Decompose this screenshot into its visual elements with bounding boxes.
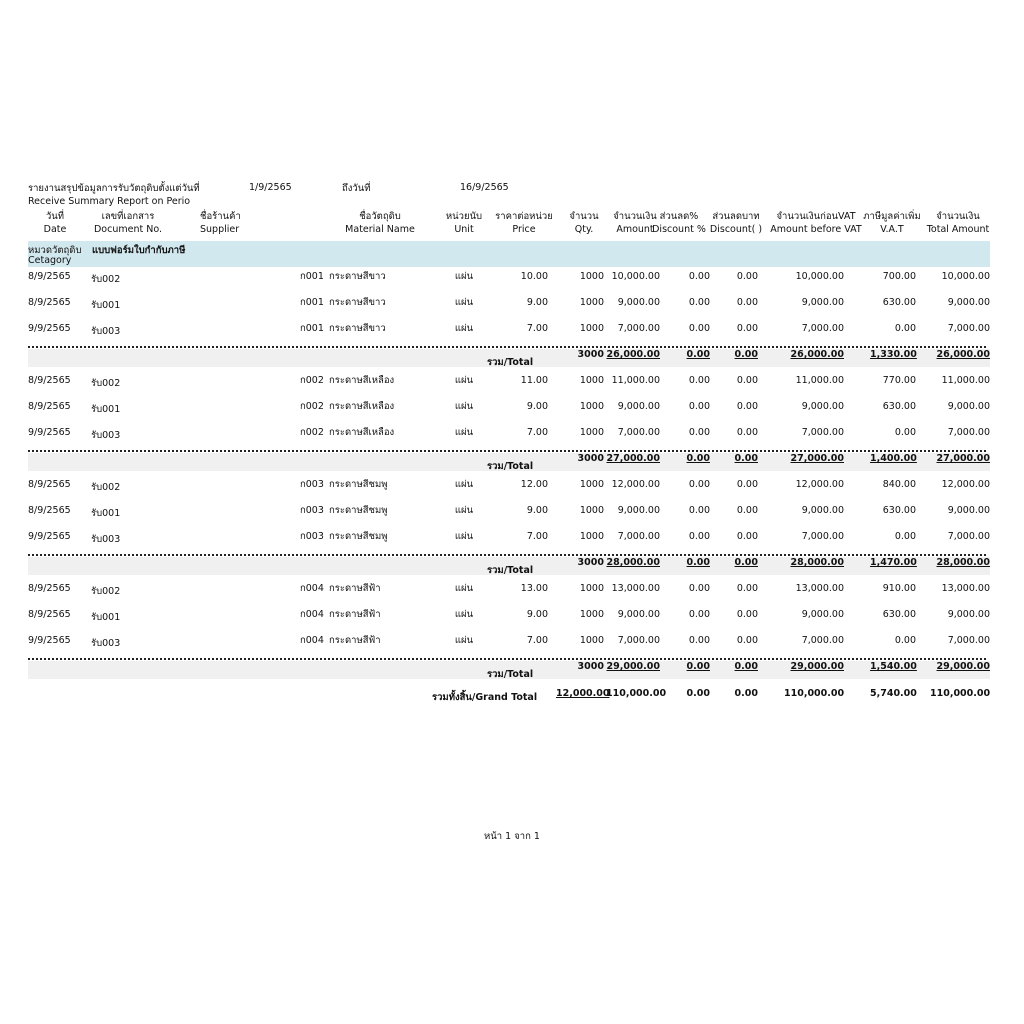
cell-vat: 630.00 <box>882 401 916 412</box>
cell-code: ก002 <box>300 401 324 412</box>
cell-price: 11.00 <box>520 375 548 386</box>
col-header-th-price: ราคาต่อหน่วย <box>495 211 553 222</box>
cell-amount: 9,000.00 <box>617 297 660 308</box>
subtotal-disc-baht: 0.00 <box>734 349 758 360</box>
cell-code: ก004 <box>300 583 324 594</box>
cell-disc-baht: 0.00 <box>736 297 758 308</box>
col-header-th-total-amount: จำนวนเงิน <box>936 211 980 222</box>
cell-amount: 12,000.00 <box>611 479 660 490</box>
cell-unit: แผ่น <box>454 271 474 282</box>
cell-vat: 770.00 <box>882 375 916 386</box>
cell-before-vat: 9,000.00 <box>801 505 844 516</box>
cell-vat: 910.00 <box>882 583 916 594</box>
cell-unit: แผ่น <box>454 375 474 386</box>
cell-unit: แผ่น <box>454 505 474 516</box>
cell-doc: รับ001 <box>91 300 121 311</box>
cell-disc-baht: 0.00 <box>736 323 758 334</box>
cell-price: 9.00 <box>526 401 548 412</box>
col-header-th-amount: จำนวนเงิน <box>613 211 657 222</box>
cell-qty: 1000 <box>579 323 604 334</box>
subtotal-disc-pct: 0.00 <box>686 349 710 360</box>
col-header-en-material-name: Material Name <box>345 224 415 235</box>
cell-date: 8/9/2565 <box>28 375 71 386</box>
cell-disc-baht: 0.00 <box>736 609 758 620</box>
cell-code: ก001 <box>300 271 324 282</box>
subtotal-amount: 27,000.00 <box>606 453 660 464</box>
cell-material: กระดาษสีชมพู <box>329 505 388 516</box>
grand-total-disc-baht: 0.00 <box>734 688 758 699</box>
cell-before-vat: 7,000.00 <box>801 531 844 542</box>
report-to-label: ถึงวันที่ <box>342 183 371 194</box>
col-header-en-qty: Qty. <box>574 224 594 235</box>
cell-qty: 1000 <box>579 635 604 646</box>
cell-material: กระดาษสีเหลือง <box>329 427 395 438</box>
subtotal-disc-pct: 0.00 <box>686 661 710 672</box>
cell-unit: แผ่น <box>454 297 474 308</box>
cell-unit: แผ่น <box>454 583 474 594</box>
subtotal-amount: 26,000.00 <box>606 349 660 360</box>
subtotal-vat: 1,330.00 <box>870 349 917 360</box>
subtotal-disc-pct: 0.00 <box>686 557 710 568</box>
cell-date: 8/9/2565 <box>28 271 71 282</box>
cell-qty: 1000 <box>579 479 604 490</box>
category-label-th: หมวดวัตถุดิบ <box>28 245 82 256</box>
cell-doc: รับ002 <box>91 274 121 285</box>
grand-total-qty: 12,000.00 <box>556 688 610 699</box>
subtotal-amount: 29,000.00 <box>606 661 660 672</box>
cell-price: 7.00 <box>526 427 548 438</box>
cell-date: 9/9/2565 <box>28 531 71 542</box>
cell-code: ก002 <box>300 375 324 386</box>
cell-unit: แผ่น <box>454 635 474 646</box>
grand-total-total: 110,000.00 <box>930 688 991 699</box>
col-header-th-vat: ภาษีมูลค่าเพิ่ม <box>863 211 921 222</box>
cell-disc-baht: 0.00 <box>736 375 758 386</box>
subtotal-total: 29,000.00 <box>936 661 990 672</box>
category-label-en: Cetagory <box>28 255 72 266</box>
cell-amount: 10,000.00 <box>611 271 660 282</box>
cell-material: กระดาษสีขาว <box>329 297 386 308</box>
cell-disc-pct: 0.00 <box>688 635 710 646</box>
subtotal-disc-baht: 0.00 <box>734 453 758 464</box>
subtotal-vat: 1,540.00 <box>870 661 917 672</box>
cell-qty: 1000 <box>579 297 604 308</box>
cell-code: ก001 <box>300 323 324 334</box>
col-header-en-vat: V.A.T <box>880 224 904 235</box>
cell-disc-pct: 0.00 <box>688 297 710 308</box>
cell-price: 7.00 <box>526 635 548 646</box>
subtotal-total: 27,000.00 <box>936 453 990 464</box>
cell-disc-pct: 0.00 <box>688 609 710 620</box>
cell-total: 11,000.00 <box>941 375 990 386</box>
cell-disc-baht: 0.00 <box>736 635 758 646</box>
subtotal-label: รวม/Total <box>487 565 534 576</box>
col-header-en-date: Date <box>43 224 67 235</box>
col-header-th-amount-before-vat: จำนวนเงินก่อนVAT <box>776 211 856 222</box>
group-separator <box>28 346 986 348</box>
cell-code: ก003 <box>300 479 324 490</box>
cell-qty: 1000 <box>579 531 604 542</box>
cell-date: 8/9/2565 <box>28 505 71 516</box>
col-header-th-unit: หน่วยนับ <box>445 211 483 222</box>
cell-before-vat: 7,000.00 <box>801 635 844 646</box>
cell-unit: แผ่น <box>454 531 474 542</box>
cell-price: 12.00 <box>520 479 548 490</box>
cell-code: ก003 <box>300 531 324 542</box>
cell-material: กระดาษสีชมพู <box>329 531 388 542</box>
cell-vat: 0.00 <box>894 323 916 334</box>
cell-vat: 0.00 <box>894 531 916 542</box>
cell-before-vat: 13,000.00 <box>795 583 844 594</box>
subtotal-disc-baht: 0.00 <box>734 557 758 568</box>
cell-price: 13.00 <box>520 583 548 594</box>
category-name: แบบฟอร์มใบกำกับภาษี <box>92 245 186 256</box>
subtotal-amount: 28,000.00 <box>606 557 660 568</box>
col-header-en-amount: Amount <box>616 224 654 235</box>
cell-disc-pct: 0.00 <box>688 401 710 412</box>
cell-vat: 700.00 <box>882 271 916 282</box>
grand-total-label: รวมทั้งสิ้น/Grand Total <box>432 692 538 703</box>
cell-price: 9.00 <box>526 609 548 620</box>
cell-date: 8/9/2565 <box>28 609 71 620</box>
cell-qty: 1000 <box>579 271 604 282</box>
subtotal-label: รวม/Total <box>487 461 534 472</box>
cell-doc: รับ002 <box>91 378 121 389</box>
report-title-th: รายงานสรุปข้อมูลการรับวัตถุดิบตั้งแต่วันที่ <box>28 183 200 194</box>
cell-doc: รับ001 <box>91 508 121 519</box>
cell-vat: 0.00 <box>894 427 916 438</box>
cell-price: 10.00 <box>520 271 548 282</box>
col-header-en-discount-baht: Discount( ) <box>709 224 763 235</box>
cell-disc-pct: 0.00 <box>688 427 710 438</box>
cell-before-vat: 12,000.00 <box>795 479 844 490</box>
cell-total: 9,000.00 <box>947 609 990 620</box>
cell-doc: รับ001 <box>91 404 121 415</box>
cell-vat: 630.00 <box>882 609 916 620</box>
cell-date: 9/9/2565 <box>28 323 71 334</box>
col-header-en-document-no: Document No. <box>93 224 162 235</box>
col-header-th-discount-baht: ส่วนลดบาท <box>712 211 760 222</box>
cell-disc-pct: 0.00 <box>688 323 710 334</box>
col-header-en-unit: Unit <box>454 224 474 235</box>
col-header-th-discount-pct: ส่วนลด% <box>659 211 699 222</box>
cell-material: กระดาษสีฟ้า <box>329 609 381 620</box>
cell-total: 7,000.00 <box>947 635 990 646</box>
cell-doc: รับ003 <box>91 430 121 441</box>
cell-amount: 7,000.00 <box>617 427 660 438</box>
cell-material: กระดาษสีขาว <box>329 323 386 334</box>
subtotal-label: รวม/Total <box>487 669 534 680</box>
subtotal-before-vat: 27,000.00 <box>790 453 844 464</box>
subtotal-before-vat: 28,000.00 <box>790 557 844 568</box>
cell-total: 9,000.00 <box>947 401 990 412</box>
cell-before-vat: 11,000.00 <box>795 375 844 386</box>
cell-date: 8/9/2565 <box>28 297 71 308</box>
report-to-date: 16/9/2565 <box>460 182 509 193</box>
cell-amount: 9,000.00 <box>617 505 660 516</box>
cell-disc-pct: 0.00 <box>688 375 710 386</box>
col-header-th-supplier: ชื่อร้านค้า <box>200 211 241 222</box>
cell-disc-baht: 0.00 <box>736 271 758 282</box>
subtotal-vat: 1,470.00 <box>870 557 917 568</box>
col-header-th-material-name: ชื่อวัตถุดิบ <box>359 211 401 222</box>
cell-before-vat: 7,000.00 <box>801 427 844 438</box>
col-header-en-supplier: Supplier <box>200 224 240 235</box>
cell-disc-pct: 0.00 <box>688 583 710 594</box>
cell-code: ก003 <box>300 505 324 516</box>
cell-disc-pct: 0.00 <box>688 271 710 282</box>
cell-unit: แผ่น <box>454 427 474 438</box>
subtotal-vat: 1,400.00 <box>870 453 917 464</box>
subtotal-label: รวม/Total <box>487 357 534 368</box>
cell-disc-baht: 0.00 <box>736 401 758 412</box>
cell-doc: รับ003 <box>91 638 121 649</box>
cell-qty: 1000 <box>579 375 604 386</box>
cell-before-vat: 9,000.00 <box>801 609 844 620</box>
cell-qty: 1000 <box>579 505 604 516</box>
col-header-th-qty: จำนวน <box>569 211 599 222</box>
cell-qty: 1000 <box>579 401 604 412</box>
cell-code: ก002 <box>300 427 324 438</box>
cell-price: 9.00 <box>526 297 548 308</box>
cell-total: 7,000.00 <box>947 427 990 438</box>
cell-date: 8/9/2565 <box>28 479 71 490</box>
cell-amount: 7,000.00 <box>617 323 660 334</box>
cell-disc-baht: 0.00 <box>736 427 758 438</box>
cell-amount: 7,000.00 <box>617 531 660 542</box>
cell-material: กระดาษสีเหลือง <box>329 375 395 386</box>
cell-vat: 630.00 <box>882 297 916 308</box>
cell-doc: รับ001 <box>91 612 121 623</box>
grand-total-amount: 110,000.00 <box>606 688 667 699</box>
cell-amount: 11,000.00 <box>611 375 660 386</box>
cell-total: 13,000.00 <box>941 583 990 594</box>
cell-total: 9,000.00 <box>947 297 990 308</box>
col-header-th-document-no: เลขที่เอกสาร <box>101 211 155 222</box>
cell-doc: รับ003 <box>91 534 121 545</box>
cell-doc: รับ002 <box>91 586 121 597</box>
cell-price: 7.00 <box>526 531 548 542</box>
grand-total-vat: 5,740.00 <box>870 688 917 699</box>
cell-disc-baht: 0.00 <box>736 531 758 542</box>
cell-before-vat: 7,000.00 <box>801 323 844 334</box>
cell-before-vat: 10,000.00 <box>795 271 844 282</box>
subtotal-qty: 3000 <box>577 453 604 464</box>
col-header-en-total-amount: Total Amount <box>926 224 990 235</box>
cell-amount: 9,000.00 <box>617 609 660 620</box>
report-from-date: 1/9/2565 <box>249 182 292 193</box>
page-number: หน้า 1 จาก 1 <box>484 831 540 842</box>
subtotal-total: 26,000.00 <box>936 349 990 360</box>
cell-disc-baht: 0.00 <box>736 479 758 490</box>
cell-material: กระดาษสีฟ้า <box>329 635 381 646</box>
subtotal-before-vat: 26,000.00 <box>790 349 844 360</box>
cell-vat: 630.00 <box>882 505 916 516</box>
subtotal-disc-pct: 0.00 <box>686 453 710 464</box>
cell-code: ก004 <box>300 635 324 646</box>
cell-price: 7.00 <box>526 323 548 334</box>
subtotal-qty: 3000 <box>577 661 604 672</box>
cell-date: 9/9/2565 <box>28 635 71 646</box>
cell-qty: 1000 <box>579 583 604 594</box>
cell-before-vat: 9,000.00 <box>801 401 844 412</box>
cell-total: 7,000.00 <box>947 531 990 542</box>
col-header-en-amount-before-vat: Amount before VAT <box>770 224 862 235</box>
cell-code: ก001 <box>300 297 324 308</box>
group-separator <box>28 450 986 452</box>
cell-unit: แผ่น <box>454 401 474 412</box>
grand-total-before-vat: 110,000.00 <box>784 688 845 699</box>
cell-date: 9/9/2565 <box>28 427 71 438</box>
cell-doc: รับ003 <box>91 326 121 337</box>
cell-material: กระดาษสีเหลือง <box>329 401 395 412</box>
subtotal-total: 28,000.00 <box>936 557 990 568</box>
cell-doc: รับ002 <box>91 482 121 493</box>
cell-qty: 1000 <box>579 427 604 438</box>
cell-code: ก004 <box>300 609 324 620</box>
cell-disc-pct: 0.00 <box>688 479 710 490</box>
cell-unit: แผ่น <box>454 609 474 620</box>
col-header-en-discount-pct: Discount % <box>652 224 706 235</box>
cell-material: กระดาษสีขาว <box>329 271 386 282</box>
grand-total-disc-pct: 0.00 <box>686 688 710 699</box>
cell-disc-pct: 0.00 <box>688 531 710 542</box>
cell-disc-pct: 0.00 <box>688 505 710 516</box>
cell-vat: 0.00 <box>894 635 916 646</box>
col-header-en-price: Price <box>512 224 536 235</box>
col-header-th-date: วันที่ <box>45 211 65 222</box>
cell-disc-baht: 0.00 <box>736 505 758 516</box>
group-separator <box>28 658 986 660</box>
cell-unit: แผ่น <box>454 479 474 490</box>
cell-date: 8/9/2565 <box>28 583 71 594</box>
subtotal-qty: 3000 <box>577 349 604 360</box>
subtotal-before-vat: 29,000.00 <box>790 661 844 672</box>
cell-disc-baht: 0.00 <box>736 583 758 594</box>
cell-qty: 1000 <box>579 609 604 620</box>
cell-amount: 13,000.00 <box>611 583 660 594</box>
cell-amount: 7,000.00 <box>617 635 660 646</box>
cell-total: 10,000.00 <box>941 271 990 282</box>
group-separator <box>28 554 986 556</box>
subtotal-disc-baht: 0.00 <box>734 661 758 672</box>
cell-material: กระดาษสีฟ้า <box>329 583 381 594</box>
cell-vat: 840.00 <box>882 479 916 490</box>
cell-date: 8/9/2565 <box>28 401 71 412</box>
subtotal-qty: 3000 <box>577 557 604 568</box>
cell-amount: 9,000.00 <box>617 401 660 412</box>
cell-price: 9.00 <box>526 505 548 516</box>
cell-unit: แผ่น <box>454 323 474 334</box>
cell-total: 9,000.00 <box>947 505 990 516</box>
report-title-en: Receive Summary Report on Perio <box>28 196 191 207</box>
cell-total: 7,000.00 <box>947 323 990 334</box>
cell-total: 12,000.00 <box>941 479 990 490</box>
cell-material: กระดาษสีชมพู <box>329 479 388 490</box>
cell-before-vat: 9,000.00 <box>801 297 844 308</box>
